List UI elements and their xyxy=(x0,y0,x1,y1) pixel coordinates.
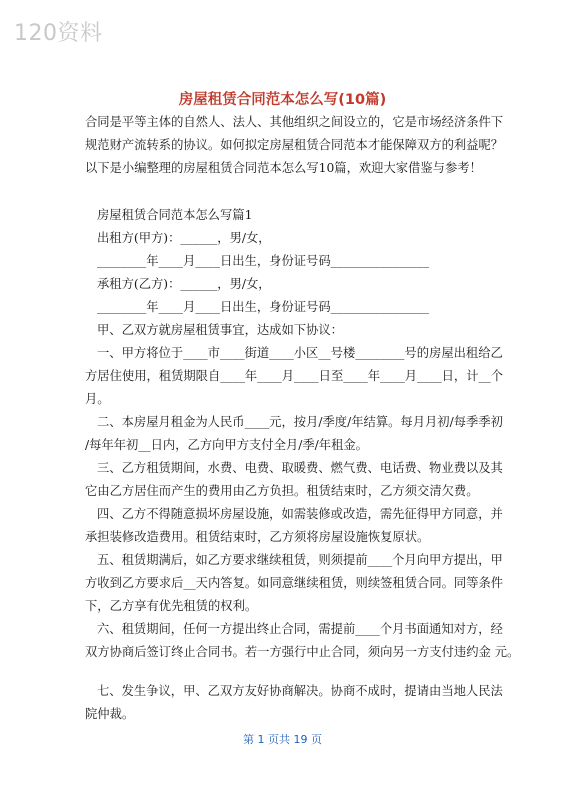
lessee-line: 承租方(乙方)：______，男/女， xyxy=(97,277,271,291)
intro-line-1: 合同是平等主体的自然人、法人、其他组织之间设立的，它是市场经济条件下 xyxy=(85,115,504,129)
clause-2-line-2: /每年年初__日内，乙方向甲方支付全月/季/年租金。 xyxy=(85,438,368,452)
clause-2-line-1: 二、本房屋月租金为人民币____元，按月/季度/年结算。每月月初/每季季初 xyxy=(97,415,503,429)
clause-7-line-1: 七、发生争议，甲、乙双方友好协商解决。协商不成时，提请由当地人民法 xyxy=(97,684,503,698)
clause-6-line-1: 六、租赁期间，任何一方提出终止合同，需提前____个月书面通知对方，经 xyxy=(97,622,503,636)
clause-1-line-1: 一、甲方将位于____市____街道____小区__号楼________号的房屋出租给乙 xyxy=(97,346,503,360)
clause-3-line-2: 它由乙方居住而产生的费用由乙方负担。租赁结束时，乙方须交清欠费。 xyxy=(85,484,479,498)
section-heading: 房屋租赁合同范本怎么写篇1 xyxy=(97,208,253,222)
document-title: 房屋租赁合同范本怎么写(10篇) xyxy=(178,92,387,108)
clause-5-line-1: 五、租赁期满后，如乙方要求继续租赁，则须提前____个月向甲方提出，甲 xyxy=(97,553,503,567)
clause-7-line-2: 院仲裁。 xyxy=(85,707,135,721)
clause-4-line-1: 四、乙方不得随意损坏房屋设施，如需装修或改造，需先征得甲方同意，并 xyxy=(97,507,503,521)
lessor-line: 出租方(甲方)：______，男/女， xyxy=(97,231,271,245)
clause-1-line-3: 月。 xyxy=(85,392,110,406)
intro-line-3: 以下是小编整理的房屋租赁合同范本怎么写10篇，欢迎大家借鉴与参考！ xyxy=(85,161,482,175)
clause-3-line-1: 三、乙方租赁期间，水费、电费、取暖费、燃气费、电话费、物业费以及其 xyxy=(97,461,503,475)
intro-line-2: 规范财产流转系的协议。如何拟定房屋租赁合同范本才能保障双方的利益呢？ xyxy=(85,138,504,152)
clause-5-line-3: 下，乙方享有优先租赁的权利。 xyxy=(85,599,258,613)
clause-1-line-2: 方居住使用，租赁期限自____年____月____日至____年____月____日，计__个 xyxy=(85,369,504,383)
lessee-birth-id-line: ________年____月____日出生，身份证号码________________ xyxy=(97,300,430,314)
page-number: 第 1 页共 19 页 xyxy=(243,733,322,746)
watermark-logo: 120资料 xyxy=(14,21,103,46)
agreement-intro-line: 甲、乙双方就房屋租赁事宜，达成如下协议： xyxy=(97,323,343,337)
clause-6-line-2: 双方协商后签订终止合同书。若一方强行中止合同，须向另一方支付违约金 元。 xyxy=(85,645,520,659)
clause-5-line-2: 方收到乙方要求后__天内答复。如同意继续租赁，则续签租赁合同。同等条件 xyxy=(85,576,504,590)
clause-4-line-2: 承担装修改造费用。租赁结束时，乙方须将房屋设施恢复原状。 xyxy=(85,530,430,544)
lessor-birth-id-line: ________年____月____日出生，身份证号码________________ xyxy=(97,254,430,268)
